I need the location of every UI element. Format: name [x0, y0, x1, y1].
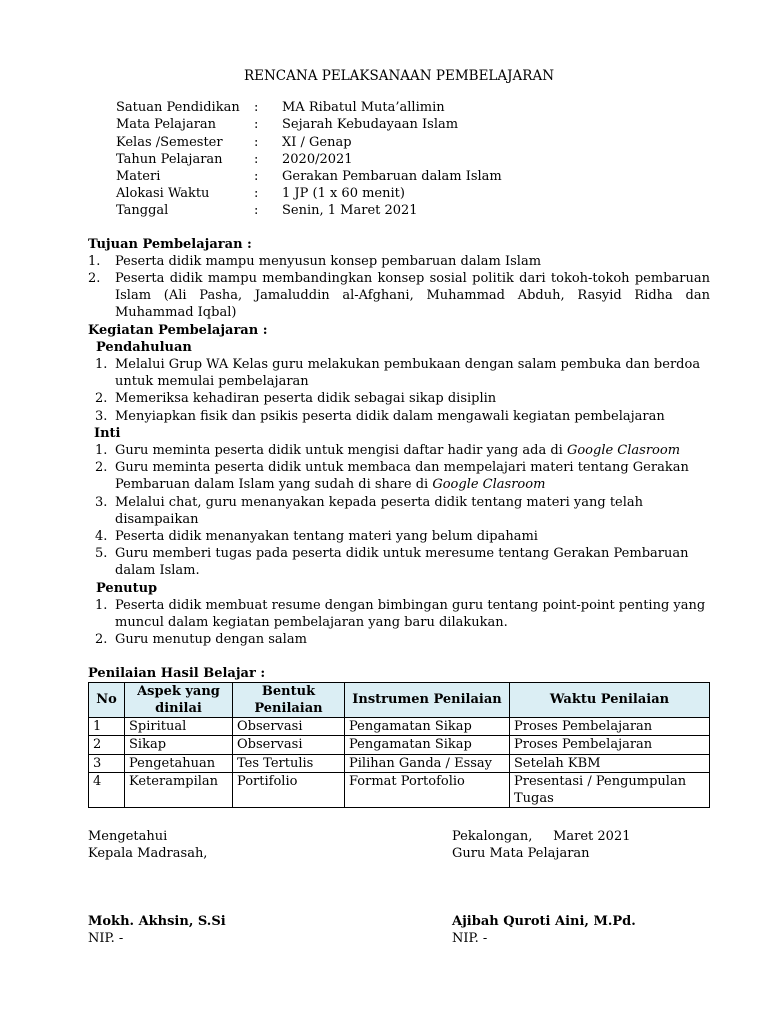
table-row: [89, 754, 710, 772]
goal-item: [88, 253, 710, 270]
header-instrumen: Instrumen Penilaian: [345, 682, 510, 717]
cell-bentuk: Observasi: [233, 736, 345, 754]
activity-number: 3.: [95, 408, 108, 424]
info-value: Gerakan Pembaruan dalam Islam: [282, 169, 502, 185]
info-row: [116, 168, 710, 185]
cell-no: 4: [89, 772, 125, 807]
info-label: Tahun Pelajaran: [116, 151, 223, 167]
signature-left-nip: NIP. -: [88, 930, 124, 946]
signature-right-name: Ajibah Quroti Aini, M.Pd.: [452, 913, 636, 929]
penutup-heading: Penutup: [96, 580, 158, 596]
cell-waktu: Proses Pembelajaran: [510, 718, 710, 736]
info-colon: :: [254, 100, 259, 116]
signature-space: [452, 863, 710, 913]
info-colon: :: [254, 134, 259, 150]
signature-left-name: Mokh. Akhsin, S.Si: [88, 913, 226, 929]
penilaian-heading: Penilaian Hasil Belajar :: [88, 665, 266, 681]
info-row: [116, 185, 710, 202]
info-value: 2020/2021: [282, 151, 353, 167]
activity-number: 2.: [95, 460, 108, 476]
inti-heading: Inti: [94, 425, 121, 441]
info-value: 1 JP (1 x 60 menit): [282, 186, 405, 202]
activity-number: 1.: [95, 357, 108, 373]
activity-number: 2.: [95, 391, 108, 407]
activity-number: 3.: [95, 494, 108, 510]
activity-text: Peserta didik menanyakan tentang materi yang belum dipahami: [115, 529, 538, 545]
activity-text: Peserta didik membuat resume dengan bimbingan guru tentang point-point penting yang muncul dalam kegiatan pembelajaran yang baru dilakukan.: [115, 597, 706, 631]
table-row: [89, 736, 710, 754]
info-label: Kelas /Semester: [116, 134, 223, 150]
info-colon: :: [254, 117, 259, 133]
info-label: Alokasi Waktu: [116, 186, 210, 202]
signature-right: [452, 828, 710, 947]
info-label: Tanggal: [116, 203, 169, 219]
header-waktu: Waktu Penilaian: [510, 682, 710, 717]
goal-text: Peserta didik mampu menyusun konsep pembaruan dalam Islam: [115, 253, 542, 269]
goal-number: 2.: [88, 271, 101, 287]
info-row: [116, 134, 710, 151]
info-colon: :: [254, 169, 259, 185]
goal-text: Peserta didik mampu membandingkan konsep sosial politik dari tokoh-tokoh pembaruan Islam (Ali Pasha, Jamaluddin al-Afghani, Muhammad Abduh, Rasyid Ridha dan Muhammad Iqbal): [115, 271, 710, 321]
cell-no: 2: [89, 736, 125, 754]
goal-number: 1.: [88, 253, 101, 269]
kegiatan-heading: Kegiatan Pembelajaran :: [88, 322, 268, 338]
activity-item: [95, 408, 710, 425]
activity-text-emphasis: Google Clasroom: [432, 477, 546, 493]
cell-aspek: Sikap: [125, 736, 233, 754]
activity-number: 4.: [95, 529, 108, 545]
activity-item: [95, 494, 710, 528]
cell-instrumen: Pilihan Ganda / Essay: [345, 754, 510, 772]
header-aspek: Aspek yang dinilai: [125, 682, 233, 717]
info-colon: :: [254, 203, 259, 219]
activity-item: [95, 356, 710, 390]
activity-item: [95, 528, 710, 545]
cell-instrumen: Pengamatan Sikap: [345, 736, 510, 754]
activity-number: 1.: [95, 597, 108, 613]
cell-aspek: Keterampilan: [125, 772, 233, 807]
activity-item: [95, 545, 710, 579]
activity-text-main: Guru meminta peserta didik untuk mengisi daftar hadir yang ada di: [115, 443, 567, 459]
table-row: [89, 718, 710, 736]
activity-item: [95, 390, 710, 407]
info-value: MA Ribatul Muta’allimin: [282, 100, 445, 116]
goal-item: [88, 270, 710, 322]
header-no: No: [89, 682, 125, 717]
activity-item: [95, 597, 710, 631]
activity-text: Menyiapkan fisik dan psikis peserta didik dalam mengawali kegiatan pembelajaran: [115, 408, 665, 424]
activity-text: Guru menutup dengan salam: [115, 632, 307, 648]
info-row: [116, 202, 710, 219]
cell-no: 3: [89, 754, 125, 772]
signature-space: [88, 863, 452, 913]
activity-item: [95, 631, 710, 648]
document-title: RENCANA PELAKSANAAN PEMBELAJARAN: [243, 68, 555, 84]
activity-number: 2.: [95, 632, 108, 648]
info-label: Mata Pelajaran: [116, 117, 217, 133]
signature-right-line2: Guru Mata Pelajaran: [452, 846, 590, 862]
activity-text: Guru memberi tugas pada peserta didik untuk meresume tentang Gerakan Pembaruan dalam Islam.: [115, 546, 689, 579]
info-block: [116, 99, 710, 219]
cell-waktu: Setelah KBM: [510, 754, 710, 772]
signature-left: [88, 828, 452, 947]
signature-left-line2: Kepala Madrasah,: [88, 846, 208, 862]
info-label: Materi: [116, 169, 161, 185]
activity-number: 5.: [95, 546, 108, 562]
info-row: [116, 116, 710, 133]
pendahuluan-heading: Pendahuluan: [96, 339, 192, 355]
cell-bentuk: Portifolio: [233, 772, 345, 807]
cell-instrumen: Format Portofolio: [345, 772, 510, 807]
cell-waktu: Proses Pembelajaran: [510, 736, 710, 754]
info-row: [116, 99, 710, 116]
table-row: [89, 772, 710, 807]
header-bentuk: Bentuk Penilaian: [233, 682, 345, 717]
activity-text-emphasis: Google Clasroom: [566, 443, 681, 459]
info-value: XI / Genap: [282, 134, 352, 150]
cell-instrumen: Pengamatan Sikap: [345, 718, 510, 736]
activity-text: Melalui Grup WA Kelas guru melakukan pembukaan dengan salam pembuka dan berdoa untuk memulai pembelajaran: [115, 357, 701, 390]
activity-item: [95, 442, 710, 459]
info-value: Sejarah Kebudayaan Islam: [282, 117, 459, 133]
signature-block: [88, 828, 710, 947]
activity-text: [115, 442, 710, 459]
tujuan-heading: Tujuan Pembelajaran :: [88, 236, 252, 252]
signature-right-nip: NIP. -: [452, 930, 488, 946]
assessment-table: [88, 682, 710, 808]
signature-left-line1: Mengetahui: [88, 829, 168, 845]
info-row: [116, 151, 710, 168]
info-value: Senin, 1 Maret 2021: [282, 203, 418, 219]
cell-aspek: Spiritual: [125, 718, 233, 736]
activity-item: [95, 459, 710, 493]
activity-text: Melalui chat, guru menanyakan kepada peserta didik tentang materi yang telah disampaikan: [115, 494, 644, 527]
info-colon: :: [254, 151, 259, 167]
activity-text: [115, 459, 710, 493]
table-header-row: [89, 682, 710, 717]
cell-bentuk: Observasi: [233, 718, 345, 736]
cell-aspek: Pengetahuan: [125, 754, 233, 772]
signature-right-line1: Pekalongan, Maret 2021: [452, 829, 631, 845]
cell-bentuk: Tes Tertulis: [233, 754, 345, 772]
info-label: Satuan Pendidikan: [116, 100, 240, 116]
cell-no: 1: [89, 718, 125, 736]
info-colon: :: [254, 186, 259, 202]
cell-waktu: Presentasi / Pengumpulan Tugas: [510, 772, 710, 807]
activity-text-main: Guru meminta peserta didik untuk membaca dan mempelajari materi tentang Gerakan Pembaruan dalam Islam yang sudah di share di: [115, 460, 689, 493]
activity-text: Memeriksa kehadiran peserta didik sebagai sikap disiplin: [115, 391, 497, 407]
document-page: [88, 68, 710, 947]
activity-number: 1.: [95, 443, 108, 459]
